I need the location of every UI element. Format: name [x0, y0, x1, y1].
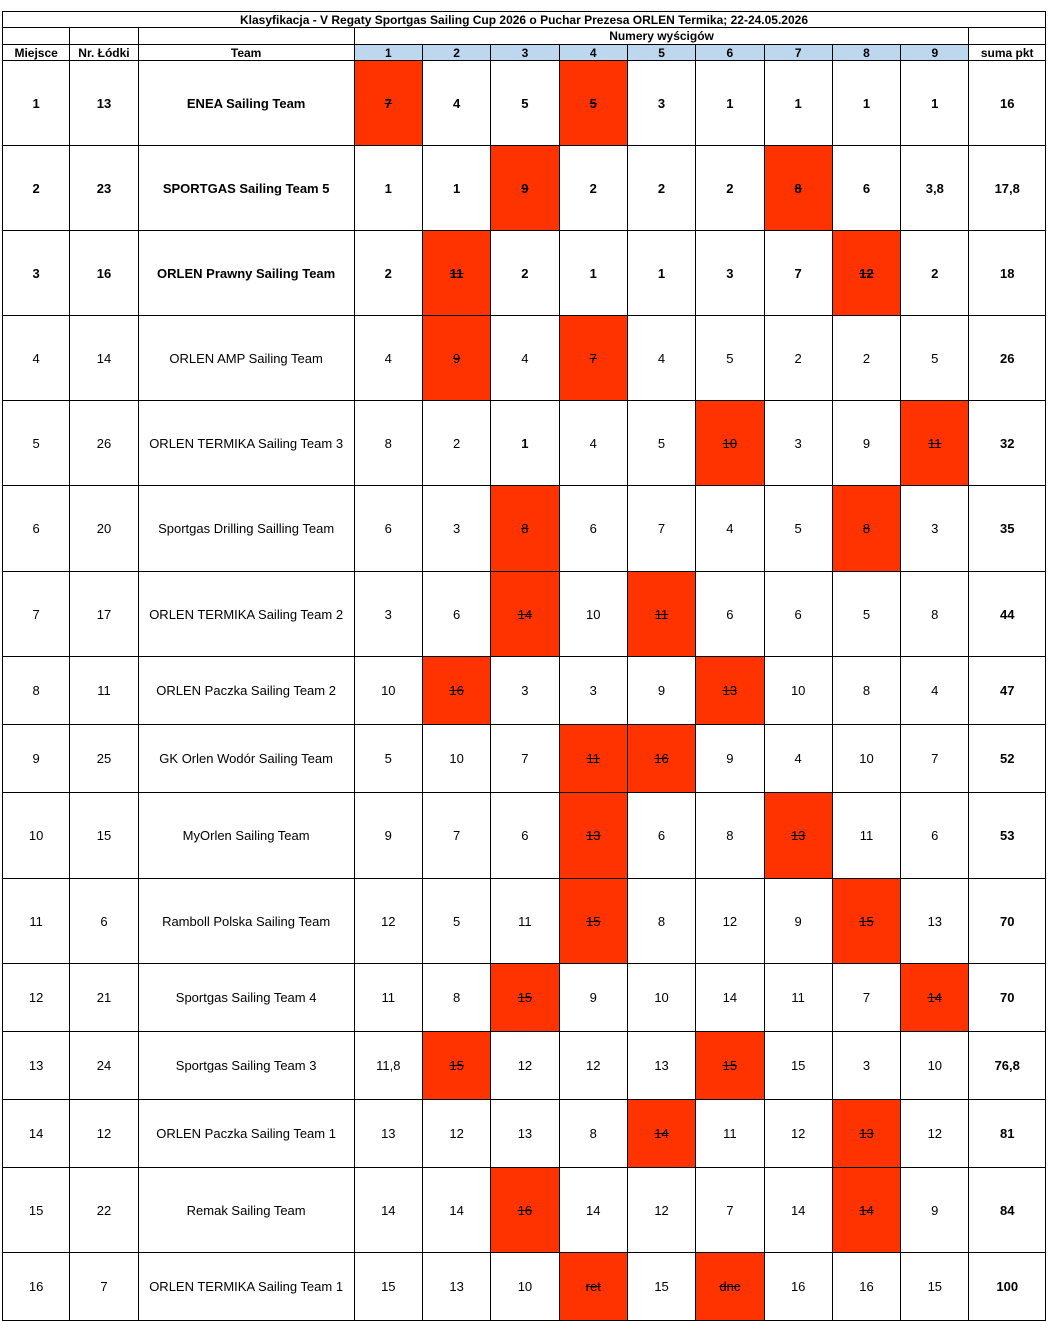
total-cell: 17,8 — [969, 146, 1046, 231]
total-cell: 70 — [969, 964, 1046, 1032]
discarded-race-cell: 11 — [627, 572, 695, 657]
discarded-race-cell: 10 — [696, 401, 764, 486]
race-cell: 15 — [901, 1253, 969, 1321]
race-cell: 3 — [832, 1032, 900, 1100]
discarded-race-cell: 16 — [422, 657, 490, 725]
race-cell: 10 — [627, 964, 695, 1032]
table-row — [3, 316, 1046, 401]
race-cell: 13 — [491, 1100, 559, 1168]
place-cell: 8 — [3, 657, 70, 725]
race-cell: 10 — [491, 1253, 559, 1321]
race-cell: 9 — [354, 793, 422, 879]
discarded-race-cell: 7 — [354, 61, 422, 146]
total-cell: 26 — [969, 316, 1046, 401]
race-cell: 7 — [832, 964, 900, 1032]
race-cell: 9 — [901, 1168, 969, 1253]
race-cell: 9 — [832, 401, 900, 486]
race-cell: 12 — [696, 879, 764, 964]
race-cell: 10 — [901, 1032, 969, 1100]
header-race: 8 — [832, 45, 900, 61]
boat-cell: 26 — [70, 401, 138, 486]
race-cell: 13 — [627, 1032, 695, 1100]
race-cell: 16 — [832, 1253, 900, 1321]
race-cell: 6 — [696, 572, 764, 657]
race-cell: 4 — [764, 725, 832, 793]
total-cell: 81 — [969, 1100, 1046, 1168]
race-cell: 5 — [627, 401, 695, 486]
race-cell: 11 — [764, 964, 832, 1032]
place-cell: 3 — [3, 231, 70, 316]
race-cell: 13 — [422, 1253, 490, 1321]
race-cell: 14 — [354, 1168, 422, 1253]
race-cell: 4 — [354, 316, 422, 401]
discarded-race-cell: ret — [559, 1253, 627, 1321]
race-cell: 4 — [422, 61, 490, 146]
total-cell: 52 — [969, 725, 1046, 793]
race-cell: 11 — [696, 1100, 764, 1168]
race-cell: 4 — [901, 657, 969, 725]
race-cell: 2 — [559, 146, 627, 231]
race-cell: 10 — [559, 572, 627, 657]
race-cell: 1 — [696, 61, 764, 146]
header-race: 1 — [354, 45, 422, 61]
race-cell: 3 — [696, 231, 764, 316]
subheader-row — [3, 28, 1046, 45]
title-row — [3, 12, 1046, 28]
discarded-race-cell: 15 — [696, 1032, 764, 1100]
blank-cell — [969, 28, 1046, 45]
place-cell: 16 — [3, 1253, 70, 1321]
table-row — [3, 793, 1046, 879]
race-cell: 9 — [764, 879, 832, 964]
race-cell: 8 — [354, 401, 422, 486]
race-cell: 3 — [764, 401, 832, 486]
total-cell: 47 — [969, 657, 1046, 725]
boat-cell: 24 — [70, 1032, 138, 1100]
place-cell: 1 — [3, 61, 70, 146]
table-row — [3, 401, 1046, 486]
race-cell: 11 — [491, 879, 559, 964]
race-cell: 2 — [354, 231, 422, 316]
race-cell: 1 — [422, 146, 490, 231]
race-cell: 7 — [901, 725, 969, 793]
discarded-race-cell: 8 — [491, 486, 559, 572]
place-cell: 6 — [3, 486, 70, 572]
place-cell: 2 — [3, 146, 70, 231]
total-cell: 53 — [969, 793, 1046, 879]
race-cell: 2 — [491, 231, 559, 316]
boat-cell: 11 — [70, 657, 138, 725]
total-cell: 100 — [969, 1253, 1046, 1321]
total-cell: 70 — [969, 879, 1046, 964]
race-cell: 12 — [354, 879, 422, 964]
team-cell: ORLEN Prawny Sailing Team — [138, 231, 354, 316]
total-cell: 84 — [969, 1168, 1046, 1253]
header-total: suma pkt — [969, 45, 1046, 61]
table-row — [3, 61, 1046, 146]
race-cell: 2 — [901, 231, 969, 316]
race-cell: 6 — [559, 486, 627, 572]
team-cell: ORLEN Paczka Sailing Team 2 — [138, 657, 354, 725]
race-cell: 16 — [764, 1253, 832, 1321]
table-row — [3, 486, 1046, 572]
header-race: 7 — [764, 45, 832, 61]
race-cell: 12 — [901, 1100, 969, 1168]
place-cell: 12 — [3, 964, 70, 1032]
race-cell: 7 — [491, 725, 559, 793]
race-cell: 9 — [696, 725, 764, 793]
race-cell: 10 — [422, 725, 490, 793]
race-cell: 12 — [627, 1168, 695, 1253]
team-cell: ORLEN TERMIKA Sailing Team 3 — [138, 401, 354, 486]
discarded-race-cell: 14 — [491, 572, 559, 657]
place-cell: 10 — [3, 793, 70, 879]
race-cell: 3 — [559, 657, 627, 725]
discarded-race-cell: 13 — [832, 1100, 900, 1168]
team-cell: ORLEN AMP Sailing Team — [138, 316, 354, 401]
place-cell: 11 — [3, 879, 70, 964]
discarded-race-cell: 15 — [491, 964, 559, 1032]
race-cell: 6 — [832, 146, 900, 231]
race-cell: 6 — [764, 572, 832, 657]
race-cell: 3 — [354, 572, 422, 657]
race-cell: 8 — [901, 572, 969, 657]
discarded-race-cell: 7 — [559, 316, 627, 401]
team-cell: GK Orlen Wodór Sailing Team — [138, 725, 354, 793]
team-cell: ORLEN TERMIKA Sailing Team 1 — [138, 1253, 354, 1321]
race-cell: 2 — [764, 316, 832, 401]
race-cell: 12 — [422, 1100, 490, 1168]
discarded-race-cell: 5 — [559, 61, 627, 146]
discarded-race-cell: 9 — [491, 146, 559, 231]
race-cell: 5 — [832, 572, 900, 657]
race-cell: 10 — [764, 657, 832, 725]
place-cell: 9 — [3, 725, 70, 793]
team-cell: Ramboll Polska Sailing Team — [138, 879, 354, 964]
discarded-race-cell: 9 — [422, 316, 490, 401]
race-cell: 5 — [901, 316, 969, 401]
table-row — [3, 572, 1046, 657]
race-cell: 1 — [559, 231, 627, 316]
discarded-race-cell: 11 — [901, 401, 969, 486]
race-cell: 7 — [422, 793, 490, 879]
race-cell: 9 — [627, 657, 695, 725]
team-cell: SPORTGAS Sailing Team 5 — [138, 146, 354, 231]
table-row — [3, 964, 1046, 1032]
discarded-race-cell: 16 — [627, 725, 695, 793]
race-cell: 1 — [627, 231, 695, 316]
race-cell: 1 — [354, 146, 422, 231]
race-cell: 15 — [764, 1032, 832, 1100]
table-row — [3, 1100, 1046, 1168]
boat-cell: 20 — [70, 486, 138, 572]
total-cell: 16 — [969, 61, 1046, 146]
race-cell: 15 — [627, 1253, 695, 1321]
blank-cell — [138, 28, 354, 45]
table-row — [3, 231, 1046, 316]
race-cell: 11 — [354, 964, 422, 1032]
place-cell: 13 — [3, 1032, 70, 1100]
table-row — [3, 1253, 1046, 1321]
race-cell: 8 — [696, 793, 764, 879]
race-cell: 5 — [422, 879, 490, 964]
race-cell: 8 — [422, 964, 490, 1032]
race-cell: 5 — [491, 61, 559, 146]
race-cell: 8 — [627, 879, 695, 964]
blank-cell — [70, 28, 138, 45]
total-cell: 18 — [969, 231, 1046, 316]
boat-cell: 16 — [70, 231, 138, 316]
discarded-race-cell: 13 — [764, 793, 832, 879]
table-title: Klasyfikacja - V Regaty Sportgas Sailing Cup 2026 o Puchar Prezesa ORLEN Termika; 22-24.05.2026 — [3, 12, 1046, 28]
race-cell: 1 — [901, 61, 969, 146]
race-cell: 8 — [559, 1100, 627, 1168]
discarded-race-cell: 13 — [696, 657, 764, 725]
team-cell: Sportgas Sailing Team 4 — [138, 964, 354, 1032]
race-cell: 2 — [832, 316, 900, 401]
race-cell: 5 — [696, 316, 764, 401]
race-cell: 15 — [354, 1253, 422, 1321]
race-cell: 14 — [764, 1168, 832, 1253]
race-cell: 2 — [627, 146, 695, 231]
blank-cell — [3, 28, 70, 45]
discarded-race-cell: 12 — [832, 231, 900, 316]
team-cell: Remak Sailing Team — [138, 1168, 354, 1253]
race-cell: 1 — [764, 61, 832, 146]
discarded-race-cell: 14 — [627, 1100, 695, 1168]
boat-cell: 6 — [70, 879, 138, 964]
header-race: 6 — [696, 45, 764, 61]
header-race: 4 — [559, 45, 627, 61]
discarded-race-cell: dnc — [696, 1253, 764, 1321]
race-cell: 6 — [354, 486, 422, 572]
race-cell: 13 — [901, 879, 969, 964]
race-cell: 3 — [901, 486, 969, 572]
race-cell: 12 — [559, 1032, 627, 1100]
race-cell: 2 — [696, 146, 764, 231]
total-cell: 35 — [969, 486, 1046, 572]
boat-cell: 7 — [70, 1253, 138, 1321]
race-cell: 3 — [491, 657, 559, 725]
race-cell: 3 — [627, 61, 695, 146]
race-cell: 7 — [764, 231, 832, 316]
races-group-label: Numery wyścigów — [354, 28, 969, 45]
race-cell: 10 — [832, 725, 900, 793]
race-cell: 6 — [901, 793, 969, 879]
total-cell: 76,8 — [969, 1032, 1046, 1100]
discarded-race-cell: 11 — [559, 725, 627, 793]
race-cell: 7 — [696, 1168, 764, 1253]
discarded-race-cell: 8 — [764, 146, 832, 231]
boat-cell: 23 — [70, 146, 138, 231]
boat-cell: 21 — [70, 964, 138, 1032]
team-cell: MyOrlen Sailing Team — [138, 793, 354, 879]
race-cell: 1 — [491, 401, 559, 486]
discarded-race-cell: 15 — [832, 879, 900, 964]
table-row — [3, 1168, 1046, 1253]
place-cell: 5 — [3, 401, 70, 486]
race-cell: 3 — [422, 486, 490, 572]
team-cell: Sportgas Sailing Team 3 — [138, 1032, 354, 1100]
header-race: 9 — [901, 45, 969, 61]
table-row — [3, 1032, 1046, 1100]
place-cell: 14 — [3, 1100, 70, 1168]
table-row — [3, 657, 1046, 725]
race-cell: 6 — [627, 793, 695, 879]
boat-cell: 13 — [70, 61, 138, 146]
table-row — [3, 725, 1046, 793]
table-row — [3, 146, 1046, 231]
discarded-race-cell: 15 — [422, 1032, 490, 1100]
discarded-race-cell: 14 — [832, 1168, 900, 1253]
race-cell: 11,8 — [354, 1032, 422, 1100]
boat-cell: 14 — [70, 316, 138, 401]
race-cell: 10 — [354, 657, 422, 725]
team-cell: ORLEN TERMIKA Sailing Team 2 — [138, 572, 354, 657]
boat-cell: 22 — [70, 1168, 138, 1253]
race-cell: 7 — [627, 486, 695, 572]
race-cell: 14 — [559, 1168, 627, 1253]
race-cell: 4 — [491, 316, 559, 401]
race-cell: 3,8 — [901, 146, 969, 231]
race-cell: 13 — [354, 1100, 422, 1168]
total-cell: 32 — [969, 401, 1046, 486]
race-cell: 6 — [491, 793, 559, 879]
race-cell: 1 — [832, 61, 900, 146]
race-cell: 12 — [764, 1100, 832, 1168]
discarded-race-cell: 11 — [422, 231, 490, 316]
race-cell: 5 — [354, 725, 422, 793]
team-cell: ENEA Sailing Team — [138, 61, 354, 146]
discarded-race-cell: 16 — [491, 1168, 559, 1253]
race-cell: 11 — [832, 793, 900, 879]
place-cell: 4 — [3, 316, 70, 401]
header-place: Miejsce — [3, 45, 70, 61]
results-table — [2, 11, 1046, 1321]
race-cell: 6 — [422, 572, 490, 657]
header-team: Team — [138, 45, 354, 61]
race-cell: 14 — [696, 964, 764, 1032]
race-cell: 2 — [422, 401, 490, 486]
boat-cell: 25 — [70, 725, 138, 793]
table-row — [3, 879, 1046, 964]
race-cell: 8 — [832, 657, 900, 725]
race-cell: 5 — [764, 486, 832, 572]
header-boat: Nr. Łódki — [70, 45, 138, 61]
boat-cell: 15 — [70, 793, 138, 879]
total-cell: 44 — [969, 572, 1046, 657]
place-cell: 15 — [3, 1168, 70, 1253]
column-header-row — [3, 45, 1046, 61]
team-cell: Sportgas Drilling Sailling Team — [138, 486, 354, 572]
place-cell: 7 — [3, 572, 70, 657]
race-cell: 4 — [627, 316, 695, 401]
team-cell: ORLEN Paczka Sailing Team 1 — [138, 1100, 354, 1168]
boat-cell: 12 — [70, 1100, 138, 1168]
race-cell: 9 — [559, 964, 627, 1032]
race-cell: 4 — [559, 401, 627, 486]
boat-cell: 17 — [70, 572, 138, 657]
race-cell: 4 — [696, 486, 764, 572]
discarded-race-cell: 13 — [559, 793, 627, 879]
discarded-race-cell: 8 — [832, 486, 900, 572]
race-cell: 12 — [491, 1032, 559, 1100]
race-cell: 14 — [422, 1168, 490, 1253]
discarded-race-cell: 14 — [901, 964, 969, 1032]
header-race: 3 — [491, 45, 559, 61]
header-race: 2 — [422, 45, 490, 61]
discarded-race-cell: 15 — [559, 879, 627, 964]
header-race: 5 — [627, 45, 695, 61]
